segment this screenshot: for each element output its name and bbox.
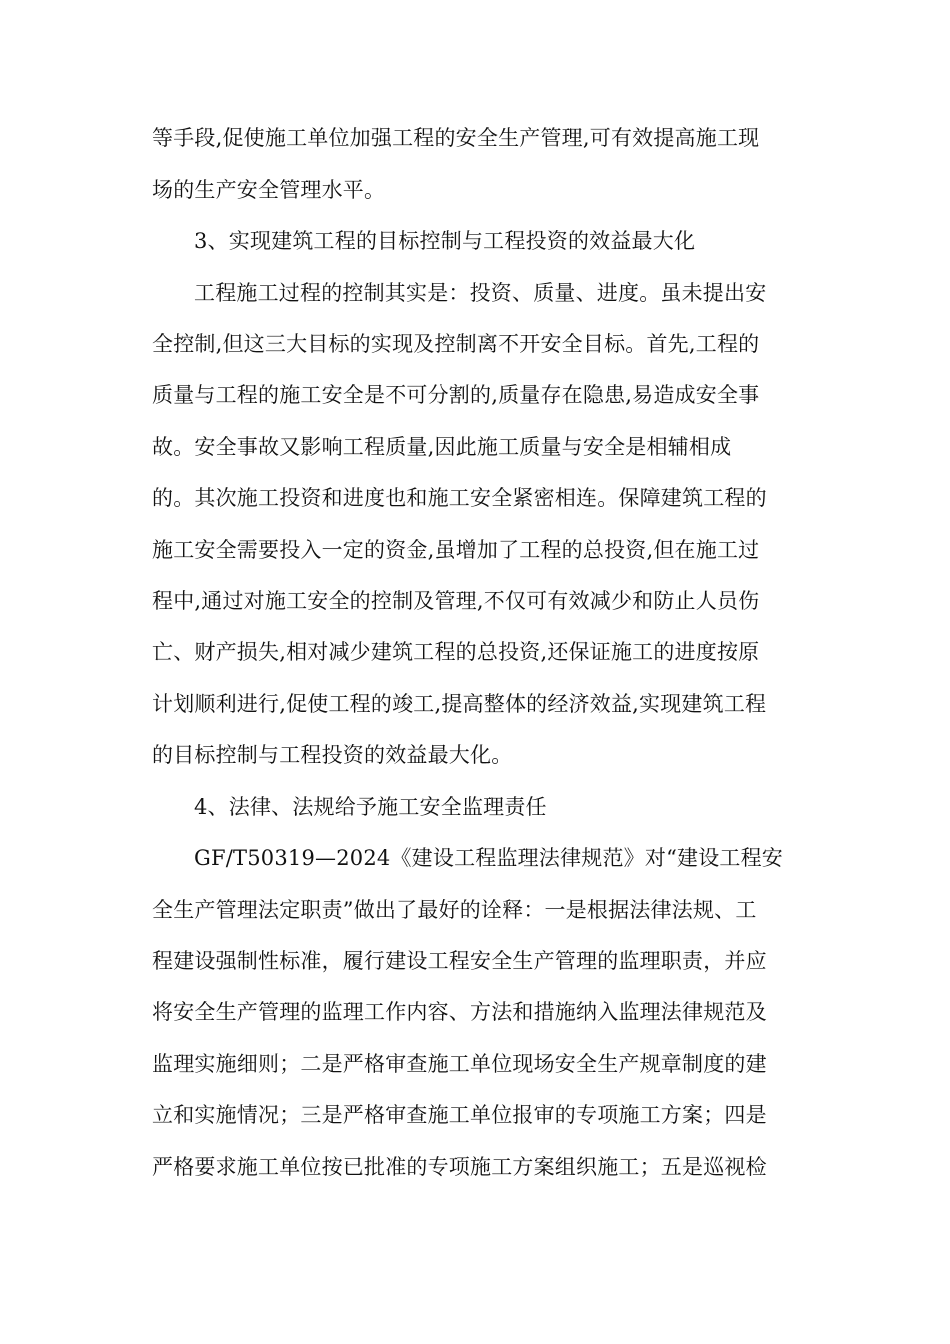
text-line: 全生产管理法定职责”做出了最好的诠释：一是根据法律法规、工 bbox=[152, 898, 757, 922]
section-heading-4: 4、法律、法规给予施工安全监理责任 bbox=[194, 795, 547, 819]
text-line: 的目标控制与工程投资的效益最大化。 bbox=[152, 743, 513, 767]
text-line: 等手段,促使施工单位加强工程的安全生产管理,可有效提高施工现 bbox=[152, 126, 760, 150]
text-line: 场的生产安全管理水平。 bbox=[152, 178, 386, 202]
text-line: 施工安全需要投入一定的资金,虽增加了工程的总投资,但在施工过 bbox=[152, 538, 760, 562]
text-line: 立和实施情况；三是严格审查施工单位报审的专项施工方案；四是 bbox=[152, 1103, 767, 1127]
text-line: 程建设强制性标准，履行建设工程安全生产管理的监理职责，并应 bbox=[152, 949, 767, 973]
text-line: 计划顺利进行,促使工程的竣工,提高整体的经济效益,实现建筑工程 bbox=[152, 692, 767, 716]
text-line: 全控制,但这三大目标的实现及控制离不开安全目标。首先,工程的 bbox=[152, 332, 760, 356]
text-line: 严格要求施工单位按已批准的专项施工方案组织施工；五是巡视检 bbox=[152, 1155, 767, 1179]
text-line: 将安全生产管理的监理工作内容、方法和措施纳入监理法律规范及 bbox=[152, 1000, 767, 1024]
text-line: GF/T50319—2024《建设工程监理法律规范》对“建设工程安 bbox=[194, 846, 784, 870]
section-heading-3: 3、实现建筑工程的目标控制与工程投资的效益最大化 bbox=[194, 229, 696, 253]
text-line: 工程施工过程的控制其实是：投资、质量、进度。虽未提出安 bbox=[194, 281, 767, 305]
text-line: 监理实施细则；二是严格审查施工单位现场安全生产规章制度的建 bbox=[152, 1052, 767, 1076]
text-line: 质量与工程的施工安全是不可分割的,质量存在隐患,易造成安全事 bbox=[152, 383, 760, 407]
text-line: 亡、财产损失,相对减少建筑工程的总投资,还保证施工的进度按原 bbox=[152, 640, 760, 664]
text-line: 的。其次施工投资和进度也和施工安全紧密相连。保障建筑工程的 bbox=[152, 486, 767, 510]
text-line: 程中,通过对施工安全的控制及管理,不仅可有效减少和防止人员伤 bbox=[152, 589, 760, 613]
text-line: 故。安全事故又影响工程质量,因此施工质量与安全是相辅相成 bbox=[152, 435, 732, 459]
